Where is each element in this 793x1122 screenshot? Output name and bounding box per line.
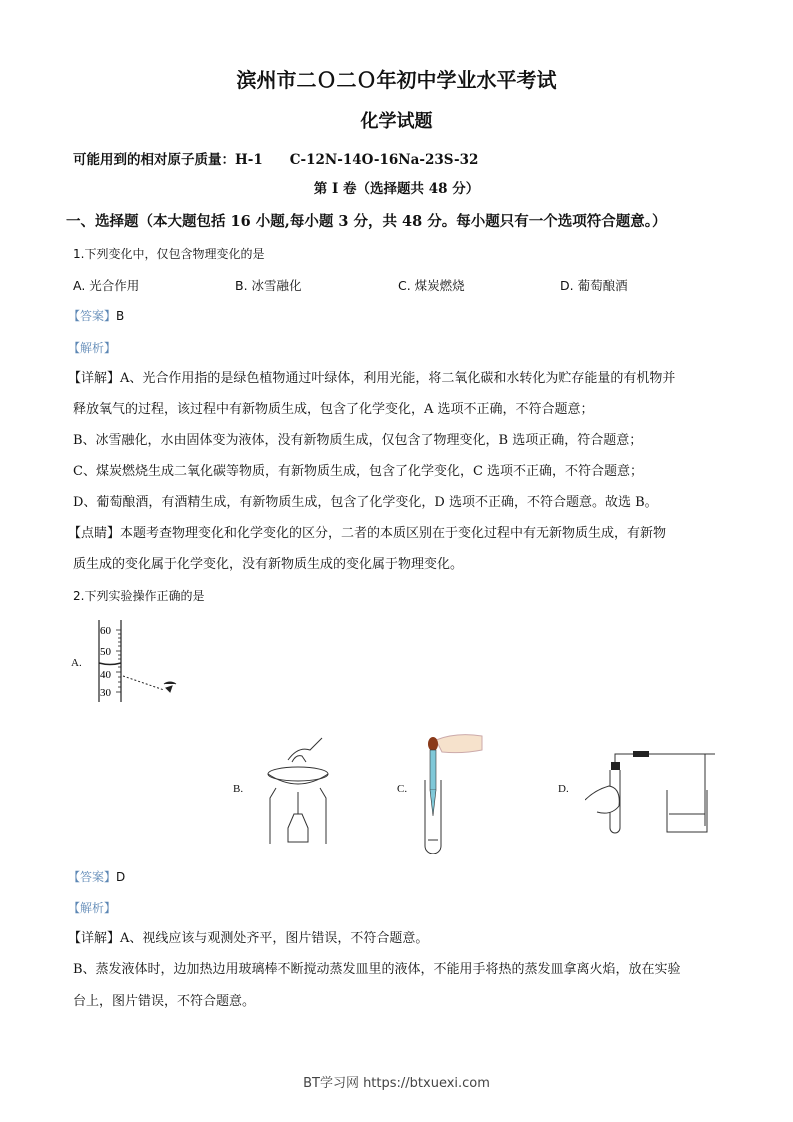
figure-d-label: D.	[558, 783, 569, 795]
q2-answer	[68, 869, 125, 885]
atomic-mass-note: 可能用到的相对原子质量：H-1 C-12N-14O-16Na-23S-32	[73, 152, 479, 168]
q1-option-c: C. 煤炭燃烧	[398, 278, 465, 293]
q1-stem: 1.下列变化中，仅包含物理变化的是	[73, 247, 265, 261]
scale-30: 30	[100, 687, 111, 699]
q2-detail-line: 台上，图片错误，不符合题意。	[73, 994, 256, 1009]
exam-title: 滨州市二Ｏ二Ｏ年初中学业水平考试	[236, 68, 557, 92]
q1-answer	[68, 308, 124, 324]
q2-analysis-label: 【解析】	[68, 901, 117, 915]
q1-tip-line: 质生成的变化属于化学变化，没有新物质生成的变化属于物理变化。	[73, 557, 464, 572]
graduated-cylinder-figure	[90, 618, 190, 704]
footer-watermark: BT学习网 https://btxuexi.com	[303, 1076, 490, 1091]
q2-detail-line: 【详解】A、视线应该与观测处齐平，图片错误，不符合题意。	[68, 931, 429, 946]
q1-analysis-label: 【解析】	[68, 341, 117, 355]
q1-option-a: A. 光合作用	[73, 278, 140, 293]
answer-value: B	[116, 309, 125, 323]
q1-option-b: B. 冰雪融化	[235, 278, 302, 293]
q1-option-d: D. 葡萄酿酒	[560, 278, 628, 293]
q1-detail-line: C、煤炭燃烧生成二氧化碳等物质，有新物质生成，包含了化学变化，C 选项不正确，不符合题意；	[73, 464, 644, 479]
evaporation-figure	[258, 732, 338, 848]
exam-subtitle: 化学试题	[360, 111, 433, 132]
scale-60: 60	[100, 625, 111, 637]
dropper-figure	[418, 730, 488, 854]
volume-heading: 第 I 卷（选择题共 48 分）	[313, 181, 480, 197]
figure-b-label: B.	[233, 783, 244, 795]
answer-label: 【答案】	[68, 309, 117, 323]
q1-detail-line: 释放氧气的过程，该过程中有新物质生成，包含了化学变化，A 选项不正确，不符合题意；	[73, 402, 594, 417]
figure-a-label: A.	[71, 657, 82, 669]
answer-label: 【答案】	[68, 870, 117, 884]
airtightness-figure	[585, 742, 715, 838]
q1-detail-line: D、葡萄酿酒，有酒精生成，有新物质生成，包含了化学变化，D 选项不正确，不符合题意。故选 B。	[73, 495, 658, 510]
figure-c-label: C.	[397, 783, 408, 795]
q2-stem: 2.下列实验操作正确的是	[73, 589, 205, 603]
q2-detail-line: B、蒸发液体时，边加热边用玻璃棒不断搅动蒸发皿里的液体，不能用手将热的蒸发皿拿离火焰，放在实验	[73, 962, 681, 977]
q1-detail-line: 【详解】A、光合作用指的是绿色植物通过叶绿体，利用光能，将二氧化碳和水转化为贮存能量的有机物并	[68, 371, 676, 386]
scale-40: 40	[100, 669, 111, 681]
answer-value: D	[116, 870, 126, 884]
section-heading: 一、选择题（本大题包括 16 小题,每小题 3 分，共 48 分。每小题只有一个选项符合题意。）	[66, 213, 667, 230]
q1-tip-line: 【点睛】本题考查物理变化和化学变化的区分，二者的本质区别在于变化过程中有无新物质生成，有新物	[68, 526, 667, 541]
scale-50: 50	[100, 646, 111, 658]
q1-detail-line: B、冰雪融化，水由固体变为液体，没有新物质生成，仅包含了物理变化，B 选项正确，符合题意；	[73, 433, 643, 448]
